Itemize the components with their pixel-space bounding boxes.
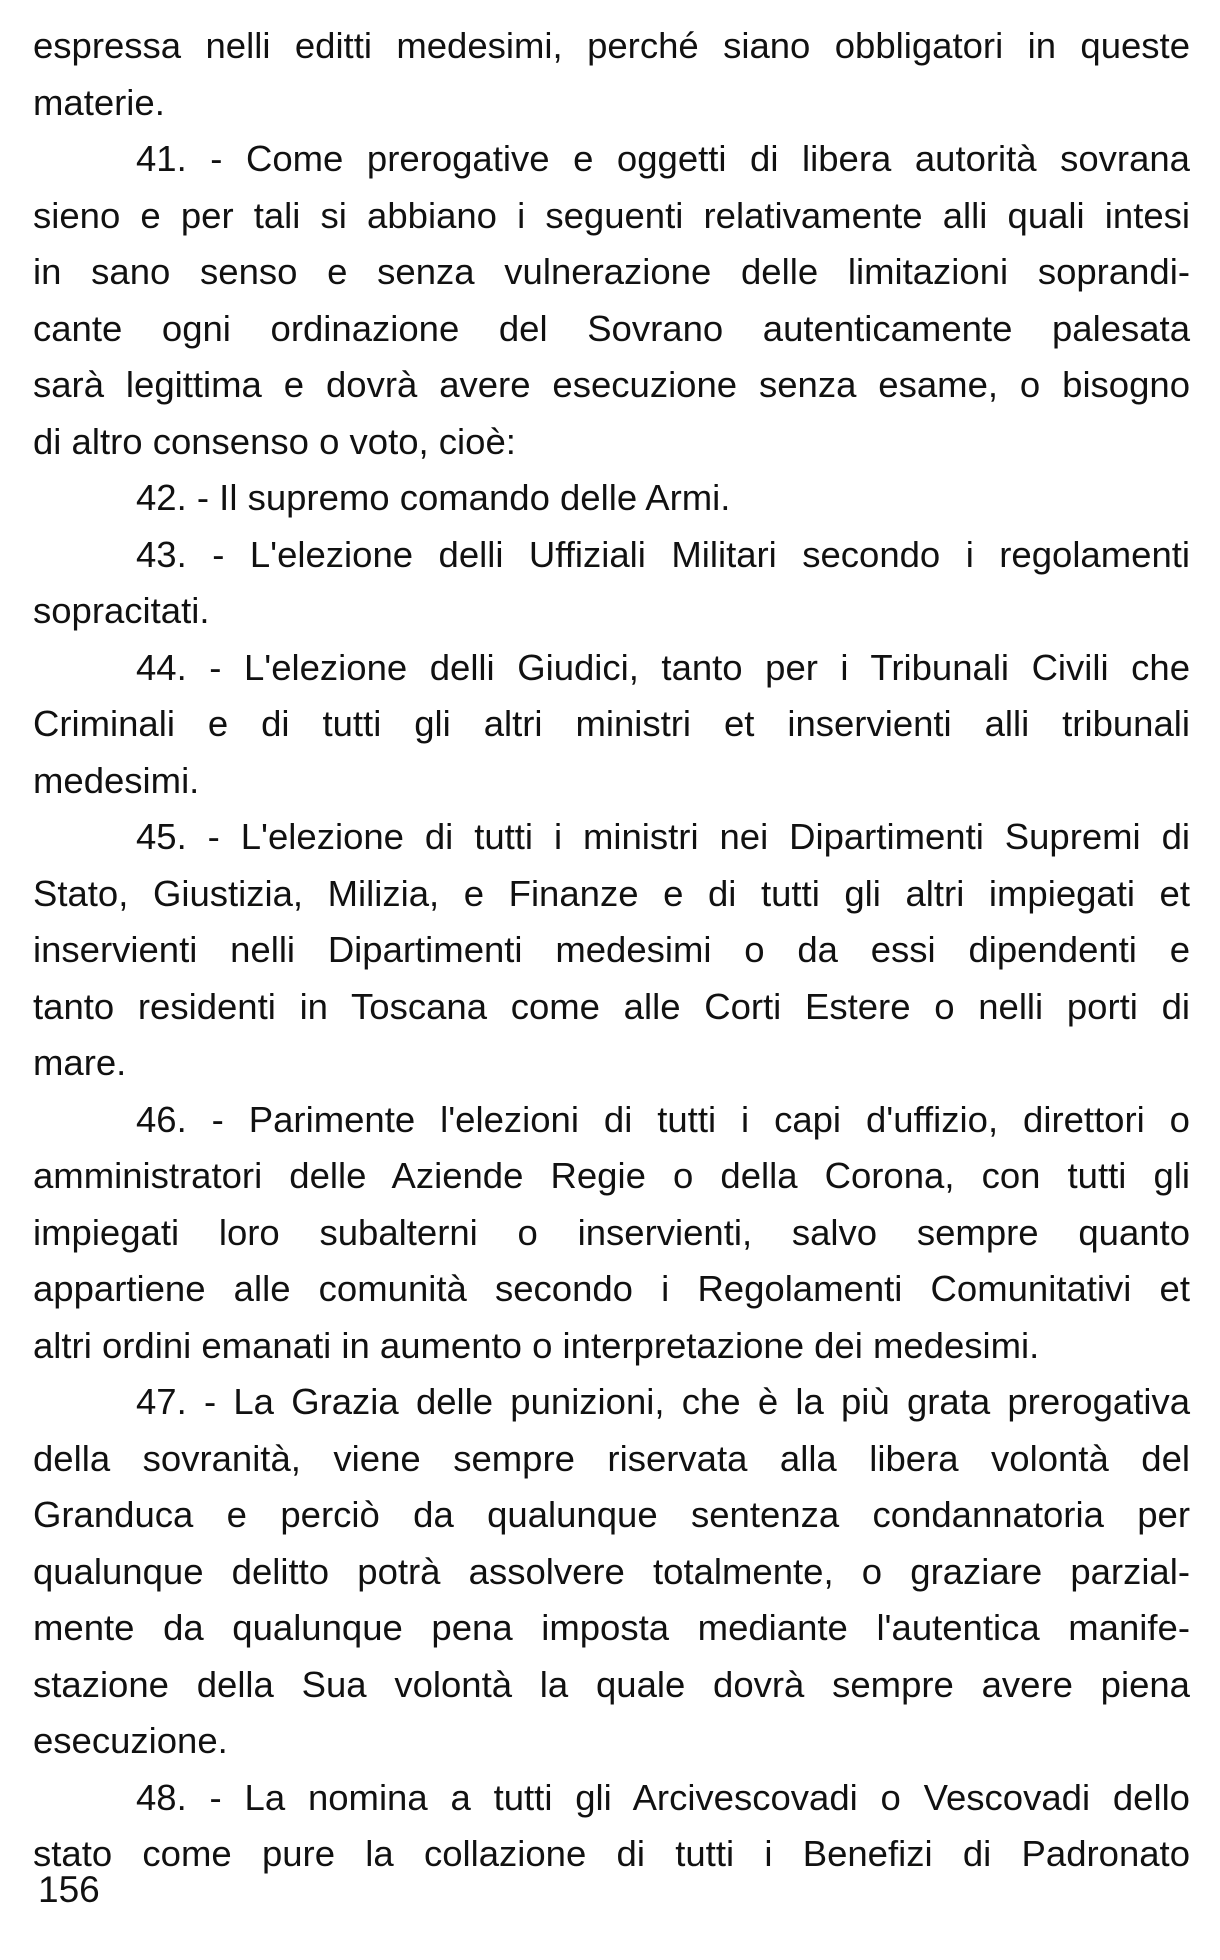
text-line: materie. bbox=[33, 81, 165, 123]
text-line: inservienti nelli Dipartimenti medesimi o da essi dipendenti e bbox=[33, 929, 1190, 970]
text-line: Stato, Giustizia, Milizia, e Finanze e di tutti gli altri impiegati et bbox=[33, 872, 1190, 914]
text-line: qualunque delitto potrà assolvere totalmente, o graziare parzial- bbox=[33, 1550, 1190, 1592]
text-line: espressa nelli editti medesimi, perché siano obbligatori in queste bbox=[33, 25, 1190, 66]
text-line: della sovranità, viene sempre riservata alla libera volontà del bbox=[33, 1437, 1190, 1479]
text-line: Granduca e perciò da qualunque sentenza condannatoria per bbox=[33, 1494, 1190, 1535]
text-line: di altro consenso o voto, cioè: bbox=[33, 420, 516, 462]
text-line: Criminali e di tutti gli altri ministri et inservienti alli tribunali bbox=[33, 703, 1190, 744]
text-line: mare. bbox=[33, 1042, 127, 1083]
paragraph-47-start: 47. - La Grazia delle punizioni, che è la più grata prerogativa bbox=[136, 1381, 1190, 1422]
text-line: sarà legittima e dovrà avere esecuzione senza esame, o bisogno bbox=[33, 364, 1190, 405]
paragraph-44-start: 44. - L'elezione delli Giudici, tanto per i Tribunali Civili che bbox=[136, 646, 1190, 688]
page-number: 156 bbox=[38, 1869, 100, 1910]
text-line: mente da qualunque pena imposta mediante l'autentica manife- bbox=[33, 1607, 1190, 1648]
text-line: appartiene alle comunità secondo i Regolamenti Comunitativi et bbox=[33, 1268, 1190, 1309]
text-line: altri ordini emanati in aumento o interpretazione dei medesimi. bbox=[33, 1324, 1040, 1366]
paragraph-43-start: 43. - L'elezione delli Uffiziali Militari secondo i regolamenti bbox=[136, 533, 1190, 575]
paragraph-46-start: 46. - Parimente l'elezioni di tutti i capi d'uffizio, direttori o bbox=[136, 1098, 1190, 1140]
text-line: amministratori delle Aziende Regie o della Corona, con tutti gli bbox=[33, 1155, 1190, 1196]
paragraph-45-start: 45. - L'elezione di tutti i ministri nei Dipartimenti Supremi di bbox=[136, 816, 1190, 857]
body-text bbox=[33, 18, 1190, 1883]
text-line: medesimi. bbox=[33, 759, 200, 801]
text-line: tanto residenti in Toscana come alle Corti Estere o nelli porti di bbox=[33, 985, 1190, 1027]
text-line: esecuzione. bbox=[33, 1720, 228, 1761]
paragraph-42: 42. - Il supremo comando delle Armi. bbox=[136, 477, 731, 518]
text-line: in sano senso e senza vulnerazione delle limitazioni soprandi- bbox=[33, 251, 1190, 292]
text-line: stato come pure la collazione di tutti i Benefizi di Padronato bbox=[33, 1833, 1190, 1874]
paragraph-48-start: 48. - La nomina a tutti gli Arcivescovadi o Vescovadi dello bbox=[136, 1776, 1190, 1818]
text-line: sopracitati. bbox=[33, 590, 210, 631]
text-line: stazione della Sua volontà la quale dovrà sempre avere piena bbox=[33, 1663, 1190, 1705]
text-line: sieno e per tali si abbiano i seguenti relativamente alli quali intesi bbox=[33, 194, 1190, 236]
paragraph-41-start: 41. - Come prerogative e oggetti di libera autorità sovrana bbox=[136, 138, 1190, 179]
text-line: impiegati loro subalterni o inservienti, salvo sempre quanto bbox=[33, 1211, 1190, 1253]
text-line: cante ogni ordinazione del Sovrano autenticamente palesata bbox=[33, 307, 1190, 349]
